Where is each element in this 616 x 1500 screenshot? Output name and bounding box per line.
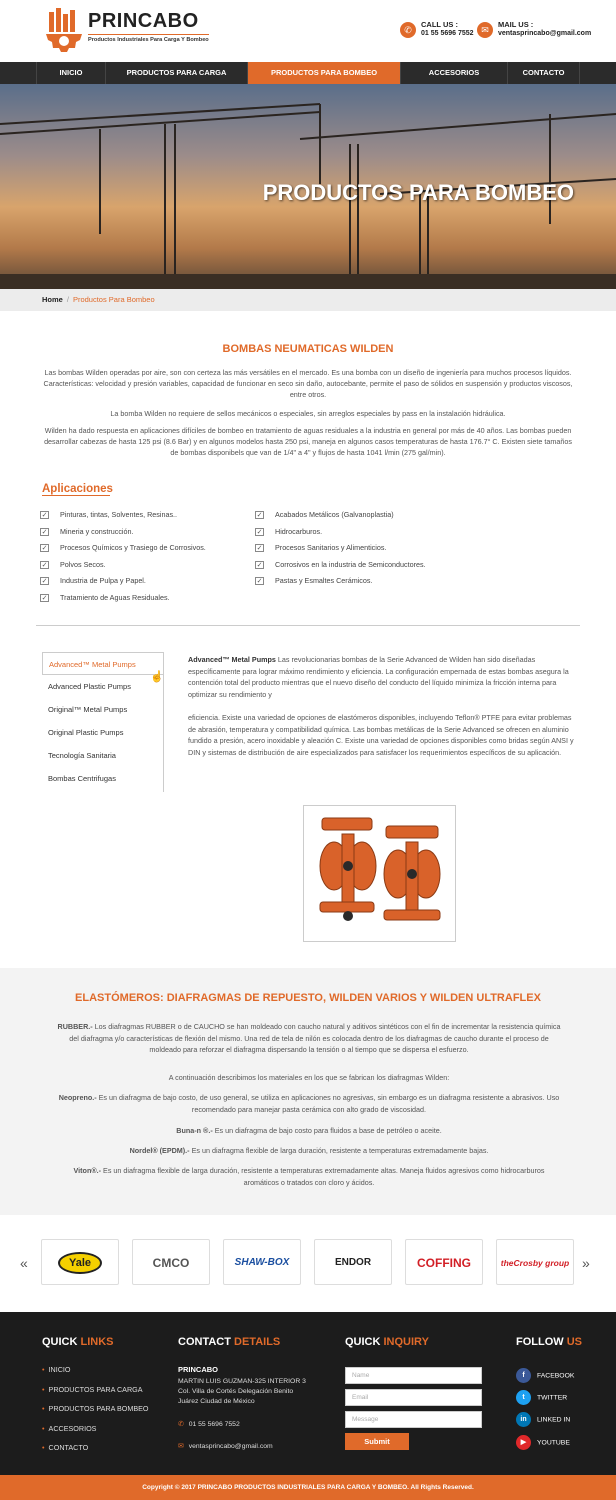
list-item: ✓ Procesos Químicos y Trasiego de Corrosivos.: [41, 543, 206, 552]
intro-paragraph-2: La bomba Wilden no requiere de sellos mecánicos o especiales, sin arreglos especiales by pass en la instalación hidráulica.: [110, 409, 506, 418]
footer-phone[interactable]: ✆ 01 55 5696 7552: [178, 1421, 240, 1428]
contact-details-heading: CONTACT DETAILS: [178, 1336, 281, 1348]
mail-icon: ✉: [477, 22, 493, 38]
copyright: Copyright © 2017 PRINCABO PRODUCTOS INDUSTRIALES PARA CARGA Y BOMBEO. All Rights Reserved.: [0, 1475, 616, 1500]
checkbox-icon: ✓: [256, 561, 263, 569]
social-linkedin[interactable]: in LINKED IN: [516, 1412, 570, 1427]
phone-icon: ✆: [178, 1421, 184, 1428]
facebook-icon: f: [516, 1368, 531, 1383]
nav-accesorios[interactable]: ACCESORIOS: [401, 62, 508, 84]
nav-contacto[interactable]: CONTACTO: [508, 62, 580, 84]
list-item: ✓ Industria de Pulpa y Papel.: [41, 576, 146, 585]
footer-email[interactable]: ✉ ventasprincabo@gmail.com: [178, 1443, 273, 1450]
hero-title: PRODUCTOS PARA BOMBEO: [262, 180, 574, 205]
brand-cmco[interactable]: CMCO: [132, 1239, 210, 1285]
list-item: ✓ Polvos Secos.: [41, 559, 106, 569]
viton-paragraph: Viton®.- Es un diafragma flexible de larga duración, resistente a temperaturas extremadamente altas. Maneja fluidos agresivos como hidrocarburos aromáticos o tratados con cloro y ácidos.: [73, 1166, 545, 1187]
elastomeros-section: [0, 968, 616, 1215]
bullet-icon: •: [42, 1384, 45, 1394]
nav-inicio[interactable]: INICIO: [36, 62, 106, 84]
bullet-icon: •: [42, 1423, 45, 1433]
tab-content: [188, 654, 574, 758]
tab-original-metal[interactable]: Original™ Metal Pumps: [48, 705, 128, 714]
social-twitter[interactable]: t TWITTER: [516, 1390, 567, 1405]
pump-illustration: [304, 806, 457, 943]
quick-inquiry-heading: QUICK INQUIRY: [345, 1336, 429, 1348]
main-nav: [0, 62, 616, 84]
footer-link-accesorios[interactable]: • ACCESORIOS: [42, 1423, 97, 1433]
brand-name: PRINCABO: [88, 10, 199, 32]
follow-us-heading: FOLLOW US: [516, 1336, 582, 1348]
footer-link-inicio[interactable]: • INICIO: [42, 1365, 71, 1374]
checkbox-icon: ✓: [41, 512, 48, 519]
next-arrow-icon[interactable]: »: [582, 1255, 590, 1271]
logo[interactable]: [42, 8, 209, 56]
brand-shawbox[interactable]: SHAW-BOX: [223, 1239, 301, 1285]
nav-productos-bombeo[interactable]: PRODUCTOS PARA BOMBEO: [248, 62, 401, 84]
list-item: ✓ Pinturas, tintas, Solventes, Resinas..: [41, 510, 178, 519]
buna-paragraph: Buna-n ®.- Es un diafragma de bajo costo para fluidos a base de petróleo o aceite.: [176, 1126, 442, 1135]
mail-value: ventasprincabo@gmail.com: [498, 30, 592, 37]
brands-carousel: [0, 1215, 616, 1312]
tab-content-p1: Advanced™ Metal Pumps Las revolucionarias bombas de la Serie Advanced de Wilden han sido diseñadas específicamente para lograr máximo rendimiento y eficiencia. La configuración empernada de estas bombas asegura la contención total del producto mientras que el nuevo diseño del conducto del líquido minimiza la fricción interna para optimizar su rendimiento y: [188, 655, 569, 699]
checkbox-icon: ✓: [41, 528, 48, 536]
inquiry-email-input[interactable]: Email: [345, 1389, 482, 1406]
brand-tagline: Productos Industriales Para Carga Y Bombeo: [88, 34, 209, 43]
mail-icon: ✉: [178, 1443, 184, 1450]
tab-advanced-metal[interactable]: Advanced™ Metal Pumps: [42, 652, 163, 675]
aplicaciones-underline: [42, 495, 110, 496]
call-us[interactable]: [400, 20, 480, 44]
checkbox-icon: ✓: [256, 528, 263, 536]
footer-company: PRINCABO: [178, 1365, 219, 1374]
materials-intro: A continuación describimos los materiales en los que se fabrican los diafragmas Wilden:: [168, 1073, 450, 1082]
footer-link-bombeo[interactable]: • PRODUCTOS PARA BOMBEO: [42, 1404, 149, 1413]
list-item: ✓ Pastas y Esmaltes Cerámicos.: [256, 576, 373, 585]
intro-paragraph-3: Wilden ha dado respuesta en aplicaciones difíciles de bombeo en tratamiento de aguas residuales a la industria en general por más de 40 años. Las bombas pueden desarrollar cabezas de hasta 125 psi (8.6 Bar) y en algunos modelos hasta 250 psi, maneja en algunos casos temperaturas de hasta 176.7° C. Existen siete tamaños de bombas disponibels que van de 1/4" a 4" y flujos de hasta 1041 l/min (275 gal/min).: [44, 426, 572, 457]
inquiry-name-input[interactable]: Name: [345, 1367, 482, 1384]
call-label: CALL US :: [421, 20, 458, 29]
bullet-icon: •: [42, 1443, 45, 1452]
pump-image: [303, 805, 456, 942]
tab-bombas-centrifugas[interactable]: Bombas Centrifugas: [48, 774, 116, 783]
checkbox-icon: ✓: [256, 578, 263, 585]
list-item: ✓ Procesos Sanitarios y Alimenticios.: [256, 543, 387, 552]
brand-coffing[interactable]: COFFING: [405, 1239, 483, 1285]
checkbox-icon: ✓: [256, 512, 263, 519]
divider: [36, 625, 580, 626]
bullet-icon: •: [42, 1365, 45, 1374]
footer-links: [42, 1365, 149, 1463]
brand-crosby[interactable]: theCrosby group: [496, 1239, 574, 1285]
aplicaciones-list-right: [255, 507, 426, 590]
header: [0, 0, 616, 62]
aplicaciones-list-left: [40, 507, 206, 606]
checkbox-icon: ✓: [41, 594, 48, 602]
tab-tecnologia-sanitaria[interactable]: Tecnología Sanitaria: [48, 751, 116, 760]
inquiry-message-input[interactable]: Message: [345, 1411, 482, 1428]
quick-links-heading: QUICK LINKS: [42, 1336, 114, 1348]
prev-arrow-icon[interactable]: «: [20, 1255, 28, 1271]
social-facebook[interactable]: f FACEBOOK: [516, 1368, 574, 1383]
list-item: ✓ Tratamiento de Aguas Residuales.: [41, 592, 170, 602]
submit-button[interactable]: Submit: [345, 1433, 409, 1450]
elastomeros-title: ELASTÓMEROS: DIAFRAGMAS DE REPUESTO, WILDEN VARIOS Y WILDEN ULTRAFLEX: [75, 992, 541, 1004]
social-youtube[interactable]: ▶ YOUTUBE: [516, 1435, 570, 1450]
tab-content-lead: Advanced™ Metal Pumps: [188, 655, 276, 664]
checkbox-icon: ✓: [41, 561, 48, 569]
footer-link-contacto[interactable]: • CONTACTO: [42, 1443, 89, 1452]
intro-title: BOMBAS NEUMATICAS WILDEN: [222, 343, 394, 355]
checkbox-icon: ✓: [41, 545, 48, 552]
product-tabs: [42, 652, 164, 792]
aplicaciones-title: Aplicaciones: [42, 483, 113, 495]
call-value: 01 55 5696 7552: [421, 30, 474, 37]
hero-banner: [0, 84, 616, 289]
tab-advanced-plastic[interactable]: Advanced Plastic Pumps: [48, 682, 131, 691]
nav-productos-carga[interactable]: PRODUCTOS PARA CARGA: [106, 62, 248, 84]
intro-paragraph-1: Las bombas Wilden operadas por aire, son con certeza las más versátiles en el mercado. Es una bomba con un diseño de ingeniería para muchos procesos líquidos. Características: velocidad y presión variables, capacidad de funcionar en seco sin daño, autocebante, permite el paso de sólidos en suspensión y productos viscosos, entre otros.: [43, 368, 573, 399]
breadcrumb-current: Productos Para Bombeo: [72, 295, 155, 304]
checkbox-icon: ✓: [41, 578, 48, 585]
gear-logo-icon: [42, 8, 86, 54]
list-item: ✓ Corrosivos en la industria de Semiconductores.: [256, 559, 426, 569]
rubber-paragraph: RUBBER.- Los diafragmas RUBBER o de CAUCHO se han moldeado con caucho natural y aditivos sintéticos con el fin de incrementar la resistencia química del diafragma y/o características de flexión del mismo. Una red de tela de nilón es colocada dentro de los diafragmas de caucho durante el proceso de moldeado para reforzar el diafragma dispersando la tensión o al tiempo que se dispersa el esfuerzo.: [57, 1022, 561, 1054]
checkbox-icon: ✓: [256, 545, 263, 552]
tab-content-p2: eficiencia. Existe una variedad de opciones de elastómeros disponibles, incluyendo Teflon® PTFE para evitar problemas de abrasión, temperatura y compatibilidad química. Las bombas metálicas de la Serie Advanced se ofrecen en aluminio fundido a presión, acero inoxidable y aleación C. Existe una variedad de opciones disponibles como bridas según ANSI y DIN y sistemas de distribución de aire especializados para satisfacer los requerimientos específicos de su aplicación.: [188, 713, 574, 757]
footer-address: MARTIN LUIS GUZMAN-325 INTERIOR 3 Col. Villa de Cortés Delegación Benito Juárez Ciudad de México: [178, 1378, 306, 1405]
list-item: ✓ Mineria y construcción.: [41, 526, 134, 536]
breadcrumb-separator: /: [66, 295, 69, 304]
breadcrumb-home[interactable]: Home: [42, 295, 63, 304]
linkedin-icon: in: [516, 1412, 531, 1427]
brand-yale[interactable]: Yale: [41, 1239, 119, 1285]
nordel-paragraph: Nordel® (EPDM).- Es un diafragma flexible de larga duración, resistente a temperaturas extremadamente bajas.: [129, 1146, 489, 1155]
neopreno-paragraph: Neopreno.- Es un diafragma de bajo costo, de uso general, se utiliza en aplicaciones no agresivas, sin embargo es un diafragma resistente a abrasivos. Uso recomendado para manejar pasta cerámica con alto grado de viscosidad.: [58, 1093, 560, 1114]
tab-original-plastic[interactable]: Original Plastic Pumps: [48, 728, 124, 737]
twitter-icon: t: [516, 1390, 531, 1405]
footer-link-carga[interactable]: • PRODUCTOS PARA CARGA: [42, 1384, 143, 1394]
mail-label: MAIL US :: [498, 20, 534, 29]
list-item: ✓ Acabados Metálicos (Galvanoplastia): [256, 510, 394, 519]
phone-icon: ✆: [400, 22, 416, 38]
breadcrumb: [0, 289, 616, 311]
youtube-icon: ▶: [516, 1435, 531, 1450]
list-item: ✓ Hidrocarburos.: [256, 526, 323, 536]
footer: [0, 1312, 616, 1475]
brand-endor[interactable]: ENDOR: [314, 1239, 392, 1285]
bullet-icon: •: [42, 1404, 45, 1413]
hand-cursor-icon: ☝: [150, 671, 164, 683]
mail-us[interactable]: [477, 20, 592, 44]
